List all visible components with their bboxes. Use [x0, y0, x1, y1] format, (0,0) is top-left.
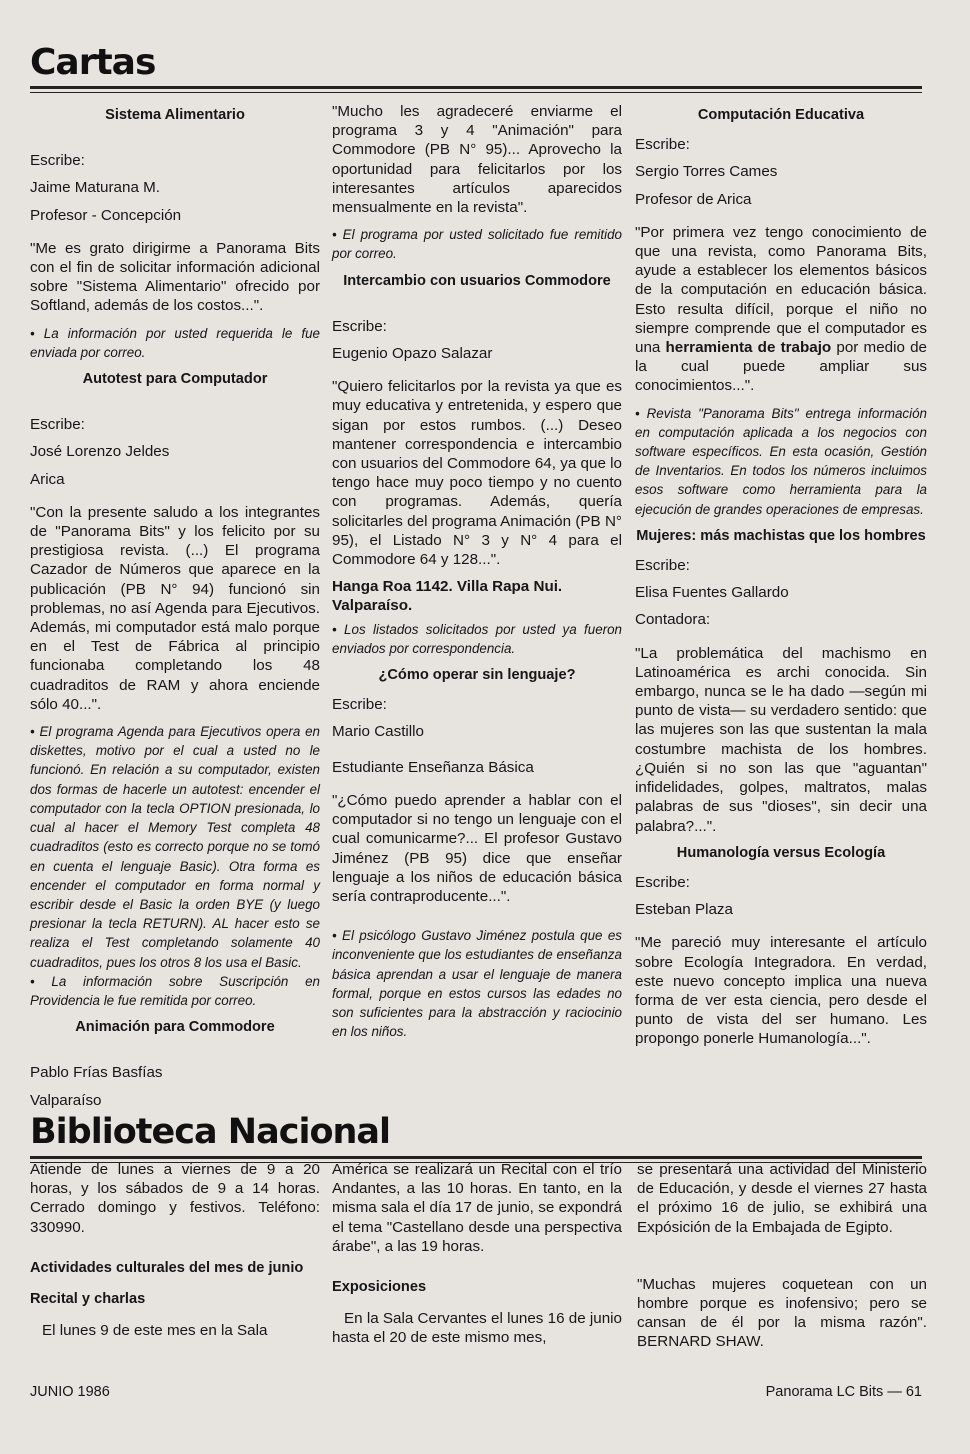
quote-box: "Muchas mujeres coquetean con un hombre porque es inofensivo; pero se cansan de él por la misma razón". BERNARD SHAW.	[637, 1275, 927, 1351]
letter-author: Mario Castillo	[332, 723, 424, 741]
body-paragraph: se presentará una actividad del Ministerio de Educación, y desde el viernes 27 hasta el próximo 16 de julio, se exhibirá una Expósición de la Embajada de Egipto.	[637, 1161, 927, 1236]
letters-column-3	[635, 102, 927, 1057]
letter-role: Estudiante Enseñanza Básica	[332, 758, 534, 776]
letter-heading: ¿Cómo operar sin lenguaje?	[378, 667, 576, 684]
letters-column-1	[30, 102, 320, 1118]
letter-writes-label: Escribe:	[635, 873, 690, 891]
letter-quote: "Quiero felicitarlos por la revista ya que es muy educativa y entretenida, y espero que sigan por estos rumbos. (...) Deseo mantener correspondencia e intercambio con usuarios del Commodore 64, ya que lo tengo hace muy poco tiempo y no cuento con programas. Además, quería solicitarles del programa Animación (PB N° 95), el Listado N° 3 y N° 4 para el Commodore 64 y 128...".	[332, 378, 622, 569]
body-paragraph: El lunes 9 de este mes en la Sala	[42, 1322, 268, 1340]
letter-quote: "Me es grato dirigirme a Panorama Bits con el fin de solicitar información adicional sobre "Sistema Alimentario" ofrecido por Softland, además de los costos...".	[30, 239, 320, 315]
quote-text: "Por primera vez tengo conocimiento de que una revista, como Panorama Bits, ayude a establecer los elementos básicos de la computación en educación básica. Esto resulta difícil, porque el niño no siempre comprende que el computador es una	[635, 223, 927, 357]
letter-heading: Intercambio con usuarios Commodore	[343, 272, 611, 289]
letter-writes-label: Escribe:	[635, 557, 690, 575]
letter-role: Profesor - Concepción	[30, 206, 182, 224]
letter-author: José Lorenzo Jeldes	[30, 443, 170, 461]
library-hours: Atiende de lunes a viernes de 9 a 20 horas, y los sábados de 9 a 14 horas. Cerrado domingo y festivos. Teléfono: 330990.	[30, 1161, 320, 1236]
letter-writes-label: Escribe:	[30, 416, 85, 434]
editor-reply: • El programa Agenda para Ejecutivos opera en diskettes, motivo por el cual a usted no le funcionó. En relación a su computador, existen dos formas de hacerle un autotest: encender el computador con la tecla OPTION presionada, lo cual al hacer el Memory Test completa 48 cuadraditos (esto es correcto porque no se tomó en cuenta el lenguaje Basic). Otra forma es encender el computador en forma normal y escribir desde el Basic la orden BYE (y luego presionar la tecla RETURN). AL hacer esto se realiza el Test completando solamente 40 cuadraditos, pues los otros 8 los usa el Basic.	[30, 724, 320, 970]
letter-writes-label: Escribe:	[332, 317, 387, 335]
body-paragraph: América se realizará un Recital con el trío Andantes, a las 10 horas. En tanto, en la misma sala el día 17 de junio, se expondrá el tema "Castellano desde una perspectiva árabe", a las 19 horas.	[332, 1161, 622, 1255]
subheading: Actividades culturales del mes de junio	[30, 1259, 304, 1276]
letter-author: Esteban Plaza	[635, 901, 733, 919]
letter-address: Hanga Roa 1142. Villa Rapa Nui. Valparaíso.	[332, 578, 563, 615]
letter-heading: Computación Educativa	[697, 107, 865, 123]
subheading: Exposiciones	[332, 1279, 427, 1296]
editor-reply: • El programa por usted solicitado fue remitido por correo.	[332, 227, 622, 262]
title-rule	[30, 86, 922, 93]
letter-heading: Sistema Alimentario	[105, 107, 245, 123]
section-title-cartas: Cartas	[30, 42, 156, 83]
letter-quote	[635, 223, 927, 396]
letter-quote: "Me pareció muy interesante el artículo sobre Ecología Integradora. En verdad, este nuevo concepto implica una nueva forma de ver esta ciencia, pero desde el punto de vista del ser humano. Les propongo ponerle Humanología...".	[635, 934, 927, 1048]
letter-role: Arica	[30, 470, 65, 488]
letter-role: Contadora:	[635, 611, 711, 629]
letter-role: Valparaíso	[30, 1091, 102, 1109]
editor-reply: • El psicólogo Gustavo Jiménez postula que es inconveniente que los estudiantes de enseñanza básica aprendan a usar el lenguaje de manera formal, porque en estos cursos las edades no son suficientes para la abstracción y raciocinio en los niños.	[332, 928, 622, 1040]
letter-quote: "La problemática del machismo en Latinoamérica es archi conocida. Sin embargo, nunca se le ha dado —según mi punto de vista— su verdadero sentido: que las mujeres son las que sustentan la mala costumbre machista de los hombres. ¿Quién si no son las que "aguantan" infidelidades, golpes, maltratos, malas palabras de sus "dioses", sin decir una palabra?...".	[635, 644, 927, 835]
letter-quote: "Con la presente saludo a los integrantes de "Panorama Bits" y los felicito por su prestigiosa revista. (...) El programa Cazador de Números que aparece en la publicación (PB N° 94) funcionó sin problemas, no así Agenda para Ejecutivos. Además, mi computador está malo porque en el Test de Fábrica al principio funcionaba completando los 48 cuadraditos de RAM y ahora enciende sólo 40...".	[30, 503, 320, 713]
quote-text: por medio de la cual puede ampliar sus conocimientos...".	[635, 339, 927, 395]
letter-author: Sergio Torres Cames	[635, 163, 778, 181]
editor-reply: • La información sobre Suscripción en Providencia le fue remitida por correo.	[30, 973, 320, 1008]
subheading: Recital y charlas	[30, 1291, 146, 1308]
footer-page-number: Panorama LC Bits — 61	[765, 1384, 922, 1400]
letter-author: Pablo Frías Basfías	[30, 1064, 163, 1082]
biblioteca-column-1	[30, 1160, 320, 1348]
letter-author: Eugenio Opazo Salazar	[332, 345, 493, 363]
quote-emphasis: herramienta de trabajo	[665, 339, 832, 357]
letter-heading: Animación para Commodore	[75, 1019, 275, 1036]
letter-writes-label: Escribe:	[30, 152, 85, 170]
footer-date: JUNIO 1986	[30, 1384, 110, 1400]
body-paragraph: En la Sala Cervantes el lunes 16 de junio hasta el 20 de este mismo mes,	[332, 1310, 622, 1347]
biblioteca-column-3	[637, 1160, 927, 1360]
letter-quote: "¿Cómo puedo aprender a hablar con el computador si no tengo un lenguaje con el cual comunicarme?... El profesor Gustavo Jiménez (PB 95) dice que enseñar lenguaje a los niños de educación básica sería contraproducente...".	[332, 791, 622, 905]
letter-quote: "Mucho les agradeceré enviarme el programa 3 y 4 "Animación" para Commodore (PB N° 95)... Aprovecho la oportunidad para felicitarlos por los interesantes artículos aparecidos mensualmente en la revista".	[332, 103, 622, 217]
letter-role: Profesor de Arica	[635, 190, 752, 208]
letter-author: Elisa Fuentes Gallardo	[635, 584, 789, 602]
editor-reply: • Revista "Panorama Bits" entrega información en computación aplicada a los negocios con software específicos. En esta ocasión, Gestión de Inventarios. En todos los números incluimos esos software como herramienta para la ejecución de grandes operaciones de empresas.	[635, 405, 927, 517]
letter-heading: Autotest para Computador	[82, 371, 268, 388]
letter-heading: Humanología versus Ecología	[676, 844, 886, 861]
letter-writes-label: Escribe:	[332, 696, 387, 714]
editor-reply: • La información por usted requerida le fue enviada por correo.	[30, 325, 320, 360]
section-title-biblioteca: Biblioteca Nacional	[30, 1112, 391, 1152]
letter-author: Jaime Maturana M.	[30, 179, 160, 197]
biblioteca-column-2	[332, 1160, 622, 1356]
letter-writes-label: Escribe:	[635, 136, 690, 154]
editor-reply: • Los listados solicitados por usted ya fueron enviados por correspondencia.	[332, 621, 622, 656]
letter-heading: Mujeres: más machistas que los hombres	[636, 527, 926, 544]
letters-column-2	[332, 102, 622, 1049]
